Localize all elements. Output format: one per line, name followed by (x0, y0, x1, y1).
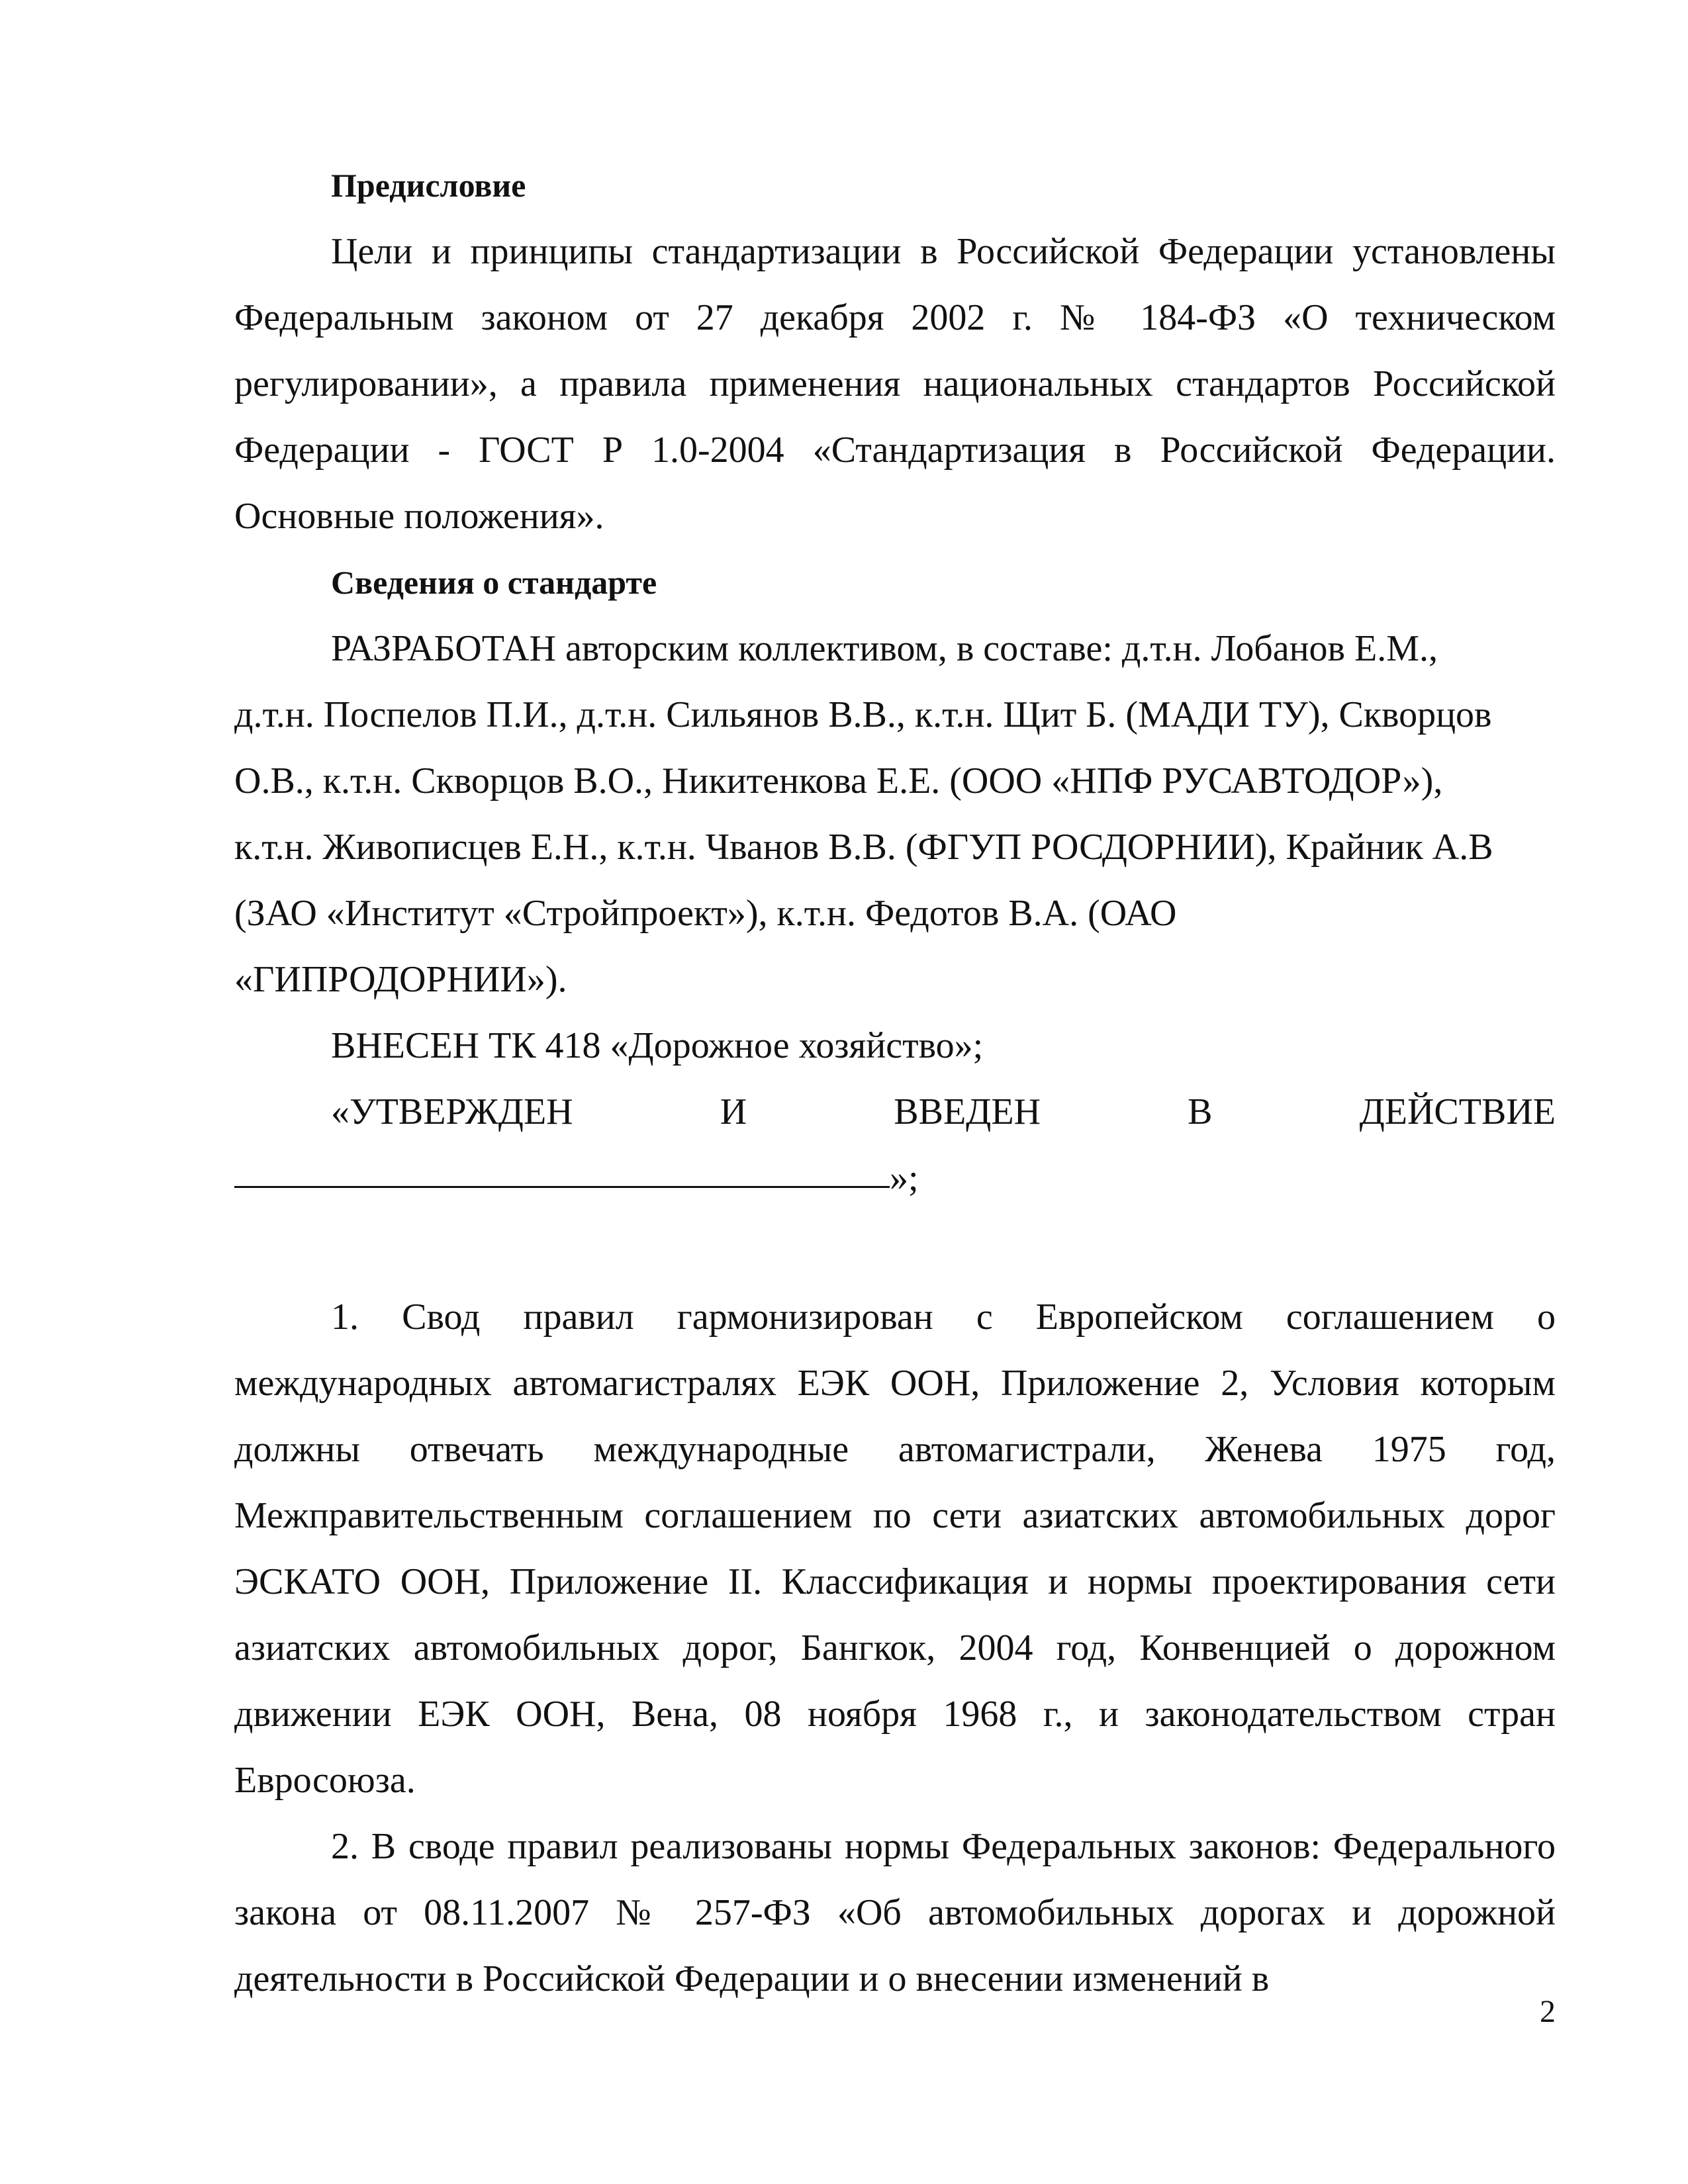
approval-blank-line (234, 1145, 890, 1188)
foreword-heading: Предисловие (331, 167, 526, 204)
document-page (234, 152, 1556, 2012)
approved-word: ВВЕДЕН (894, 1091, 1041, 1132)
submitted-line: ВНЕСЕН ТК 418 «Дорожное хозяйство»; (331, 1025, 984, 1066)
page-number: 2 (1540, 1994, 1556, 2029)
approved-word: ДЕЙСТВИЕ (1359, 1091, 1556, 1132)
developed-line: к.т.н. Живописцев Е.Н., к.т.н. Чванов В.В. (ФГУП РОСДОРНИИ), Крайник А.В (234, 827, 1493, 868)
developed-line: (ЗАО «Институт «Стройпроект»), к.т.н. Федотов В.А. (ОАО (234, 893, 1177, 934)
approved-word: В (1188, 1091, 1213, 1132)
foreword-paragraph: Цели и принципы стандартизации в Российской Федерации установлены Федеральным законом от 27 декабря 2002 г. № 184-ФЗ «О техническом регулировании», а правила применения национальных стандартов Российской Федерации - ГОСТ Р 1.0-2004 «Стандартизация в Российской Федерации. Основные положения». (234, 231, 1556, 537)
developed-line: «ГИПРОДОРНИИ»). (234, 959, 567, 1000)
standard-info-heading: Сведения о стандарте (331, 564, 657, 601)
developed-line: О.В., к.т.н. Скворцов В.О., Никитенкова Е.Е. (ООО «НПФ РУСАВТОДОР»), (234, 760, 1443, 801)
section-spacer (234, 1211, 1556, 1284)
approval-closing: »; (890, 1158, 919, 1199)
approved-line (234, 1079, 1556, 1145)
point-paragraph-2: 2. В своде правил реализованы нормы Федеральных законов: Федерального закона от 08.11.2007 № 257-ФЗ «Об автомобильных дорогах и дорожной деятельности в Российской Федерации и о внесении изменений в (234, 1826, 1556, 1999)
developed-line: РАЗРАБОТАН авторским коллективом, в составе: д.т.н. Лобанов Е.М., (331, 628, 1438, 669)
point-paragraph-1: 1. Свод правил гармонизирован с Европейском соглашением о международных автомагистралях ЕЭК ООН, Приложение 2, Условия которым должны отвечать международные автомагистрали, Женева 1975 год, Межправительственным соглашением по сети азиатских автомобильных дорог ЭСКАТО ООН, Приложение II. Классификация и нормы проектирования сети азиатских автомобильных дорог, Бангкок, 2004 год, Конвенцией о дорожном движении ЕЭК ООН, Вена, 08 ноября 1968 г., и законодательством стран Евросоюза. (234, 1297, 1556, 1801)
developed-line: д.т.н. Поспелов П.И., д.т.н. Сильянов В.В., к.т.н. Щит Б. (МАДИ ТУ), Скворцов (234, 694, 1492, 735)
approved-word: И (720, 1091, 747, 1132)
developed-block (234, 615, 1556, 1013)
approved-word: «УТВЕРЖДЕН (331, 1091, 573, 1132)
approval-blank-row (234, 1145, 1556, 1211)
